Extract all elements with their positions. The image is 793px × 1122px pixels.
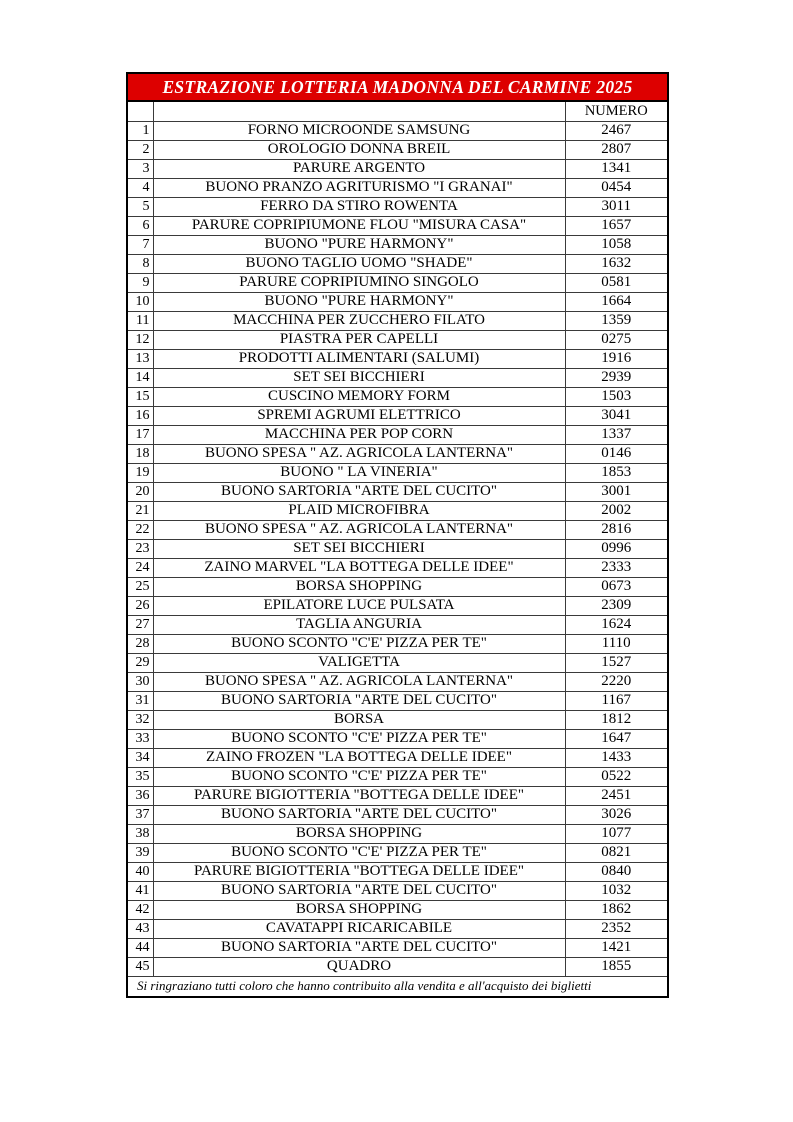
prize-name: BUONO SARTORIA "ARTE DEL CUCITO" (153, 482, 565, 501)
ticket-number: 2451 (565, 786, 668, 805)
prize-name: BUONO SCONTO "C'E' PIZZA PER TE" (153, 767, 565, 786)
table-row (127, 368, 668, 387)
prize-name: SPREMI AGRUMI ELETTRICO (153, 406, 565, 425)
prize-name: BUONO " LA VINERIA" (153, 463, 565, 482)
row-number: 29 (127, 653, 153, 672)
prize-name: EPILATORE LUCE PULSATA (153, 596, 565, 615)
prize-name: OROLOGIO DONNA BREIL (153, 140, 565, 159)
row-number: 22 (127, 520, 153, 539)
table-row (127, 406, 668, 425)
table-row (127, 501, 668, 520)
ticket-number: 0996 (565, 539, 668, 558)
ticket-number: 3041 (565, 406, 668, 425)
ticket-number: 2467 (565, 121, 668, 140)
prize-name: QUADRO (153, 957, 565, 976)
ticket-number: 1853 (565, 463, 668, 482)
row-number: 3 (127, 159, 153, 178)
header-cell-prize (153, 101, 565, 121)
prize-name: ZAINO MARVEL "LA BOTTEGA DELLE IDEE" (153, 558, 565, 577)
table-row (127, 216, 668, 235)
table-row (127, 596, 668, 615)
ticket-number: 1527 (565, 653, 668, 672)
table-row (127, 140, 668, 159)
prize-name: BUONO "PURE HARMONY" (153, 235, 565, 254)
row-number: 40 (127, 862, 153, 881)
row-number: 31 (127, 691, 153, 710)
table-row (127, 786, 668, 805)
lottery-table (126, 72, 669, 998)
row-number: 12 (127, 330, 153, 349)
prize-name: ZAINO FROZEN "LA BOTTEGA DELLE IDEE" (153, 748, 565, 767)
ticket-number: 1058 (565, 235, 668, 254)
prize-name: BUONO SCONTO "C'E' PIZZA PER TE" (153, 634, 565, 653)
row-number: 28 (127, 634, 153, 653)
ticket-number: 1624 (565, 615, 668, 634)
table-row (127, 349, 668, 368)
prize-name: BORSA SHOPPING (153, 824, 565, 843)
prize-name: PARURE BIGIOTTERIA "BOTTEGA DELLE IDEE" (153, 862, 565, 881)
ticket-number: 1664 (565, 292, 668, 311)
prize-name: BUONO SARTORIA "ARTE DEL CUCITO" (153, 938, 565, 957)
prize-name: BORSA SHOPPING (153, 900, 565, 919)
prize-name: PRODOTTI ALIMENTARI (SALUMI) (153, 349, 565, 368)
ticket-number: 3011 (565, 197, 668, 216)
row-number: 17 (127, 425, 153, 444)
table-row (127, 653, 668, 672)
ticket-number: 0522 (565, 767, 668, 786)
row-number: 26 (127, 596, 153, 615)
prize-name: SET SEI BICCHIERI (153, 539, 565, 558)
prize-name: BORSA (153, 710, 565, 729)
prize-name: PARURE ARGENTO (153, 159, 565, 178)
ticket-number: 2220 (565, 672, 668, 691)
header-cell-rank (127, 101, 153, 121)
prize-name: BUONO SPESA " AZ. AGRICOLA LANTERNA" (153, 520, 565, 539)
prize-rows (127, 121, 668, 976)
ticket-number: 1632 (565, 254, 668, 273)
ticket-number: 2352 (565, 919, 668, 938)
ticket-number: 2939 (565, 368, 668, 387)
prize-name: PARURE BIGIOTTERIA "BOTTEGA DELLE IDEE" (153, 786, 565, 805)
prize-name: VALIGETTA (153, 653, 565, 672)
table-row (127, 444, 668, 463)
row-number: 30 (127, 672, 153, 691)
table-row (127, 900, 668, 919)
ticket-number: 1032 (565, 881, 668, 900)
prize-name: SET SEI BICCHIERI (153, 368, 565, 387)
ticket-number: 1855 (565, 957, 668, 976)
row-number: 24 (127, 558, 153, 577)
table-row (127, 197, 668, 216)
prize-name: BUONO SPESA " AZ. AGRICOLA LANTERNA" (153, 444, 565, 463)
ticket-number: 0454 (565, 178, 668, 197)
prize-name: CAVATAPPI RICARICABILE (153, 919, 565, 938)
ticket-number: 1110 (565, 634, 668, 653)
table-row (127, 824, 668, 843)
row-number: 14 (127, 368, 153, 387)
row-number: 45 (127, 957, 153, 976)
row-number: 34 (127, 748, 153, 767)
footer-row (127, 976, 668, 997)
table-row (127, 919, 668, 938)
ticket-number: 0581 (565, 273, 668, 292)
row-number: 1 (127, 121, 153, 140)
table-row (127, 520, 668, 539)
ticket-number: 2309 (565, 596, 668, 615)
table-row (127, 463, 668, 482)
prize-name: BUONO SCONTO "C'E' PIZZA PER TE" (153, 843, 565, 862)
table-row (127, 881, 668, 900)
prize-name: PARURE COPRIPIUMINO SINGOLO (153, 273, 565, 292)
row-number: 35 (127, 767, 153, 786)
row-number: 23 (127, 539, 153, 558)
row-number: 15 (127, 387, 153, 406)
ticket-number: 1503 (565, 387, 668, 406)
row-number: 39 (127, 843, 153, 862)
ticket-number: 1341 (565, 159, 668, 178)
column-header-row (127, 101, 668, 121)
ticket-number: 0821 (565, 843, 668, 862)
ticket-number: 0673 (565, 577, 668, 596)
table-row (127, 862, 668, 881)
prize-name: BORSA SHOPPING (153, 577, 565, 596)
table-row (127, 425, 668, 444)
table-row (127, 121, 668, 140)
header-cell-numero: NUMERO (565, 101, 668, 121)
prize-name: BUONO TAGLIO UOMO "SHADE" (153, 254, 565, 273)
row-number: 20 (127, 482, 153, 501)
table-row (127, 710, 668, 729)
ticket-number: 1433 (565, 748, 668, 767)
row-number: 9 (127, 273, 153, 292)
table-row (127, 254, 668, 273)
table-row (127, 178, 668, 197)
row-number: 7 (127, 235, 153, 254)
row-number: 44 (127, 938, 153, 957)
ticket-number: 2816 (565, 520, 668, 539)
row-number: 42 (127, 900, 153, 919)
prize-name: FERRO DA STIRO ROWENTA (153, 197, 565, 216)
prize-name: CUSCINO MEMORY FORM (153, 387, 565, 406)
table-row (127, 729, 668, 748)
ticket-number: 2333 (565, 558, 668, 577)
ticket-number: 1077 (565, 824, 668, 843)
row-number: 10 (127, 292, 153, 311)
prize-name: PLAID MICROFIBRA (153, 501, 565, 520)
table-row (127, 482, 668, 501)
prize-name: BUONO SCONTO "C'E' PIZZA PER TE" (153, 729, 565, 748)
row-number: 27 (127, 615, 153, 634)
ticket-number: 2002 (565, 501, 668, 520)
prize-name: BUONO "PURE HARMONY" (153, 292, 565, 311)
row-number: 5 (127, 197, 153, 216)
row-number: 32 (127, 710, 153, 729)
ticket-number: 1657 (565, 216, 668, 235)
prize-name: BUONO SARTORIA "ARTE DEL CUCITO" (153, 691, 565, 710)
table-row (127, 577, 668, 596)
ticket-number: 3001 (565, 482, 668, 501)
table-row (127, 938, 668, 957)
table-row (127, 767, 668, 786)
ticket-number: 0146 (565, 444, 668, 463)
ticket-number: 1812 (565, 710, 668, 729)
prize-name: PIASTRA PER CAPELLI (153, 330, 565, 349)
table-row (127, 539, 668, 558)
prize-name: FORNO MICROONDE SAMSUNG (153, 121, 565, 140)
prize-name: BUONO SARTORIA "ARTE DEL CUCITO" (153, 805, 565, 824)
ticket-number: 1647 (565, 729, 668, 748)
prize-name: BUONO PRANZO AGRITURISMO "I GRANAI" (153, 178, 565, 197)
table-row (127, 292, 668, 311)
row-number: 38 (127, 824, 153, 843)
row-number: 18 (127, 444, 153, 463)
table-row (127, 159, 668, 178)
table-row (127, 235, 668, 254)
row-number: 2 (127, 140, 153, 159)
prize-name: PARURE COPRIPIUMONE FLOU "MISURA CASA" (153, 216, 565, 235)
ticket-number: 2807 (565, 140, 668, 159)
row-number: 36 (127, 786, 153, 805)
ticket-number: 3026 (565, 805, 668, 824)
table-row (127, 843, 668, 862)
prize-name: MACCHINA PER POP CORN (153, 425, 565, 444)
footer-note: Si ringraziano tutti coloro che hanno contribuito alla vendita e all'acquisto dei biglietti (127, 976, 668, 997)
prize-name: TAGLIA ANGURIA (153, 615, 565, 634)
prize-name: MACCHINA PER ZUCCHERO FILATO (153, 311, 565, 330)
row-number: 8 (127, 254, 153, 273)
prize-name: BUONO SARTORIA "ARTE DEL CUCITO" (153, 881, 565, 900)
row-number: 33 (127, 729, 153, 748)
row-number: 4 (127, 178, 153, 197)
ticket-number: 1337 (565, 425, 668, 444)
table-row (127, 691, 668, 710)
ticket-number: 0840 (565, 862, 668, 881)
row-number: 13 (127, 349, 153, 368)
table-row (127, 957, 668, 976)
row-number: 6 (127, 216, 153, 235)
row-number: 16 (127, 406, 153, 425)
row-number: 21 (127, 501, 153, 520)
table-row (127, 273, 668, 292)
table-row (127, 748, 668, 767)
ticket-number: 0275 (565, 330, 668, 349)
table-row (127, 330, 668, 349)
row-number: 19 (127, 463, 153, 482)
row-number: 37 (127, 805, 153, 824)
ticket-number: 1359 (565, 311, 668, 330)
row-number: 11 (127, 311, 153, 330)
title-row (127, 73, 668, 101)
table-row (127, 387, 668, 406)
table-row (127, 558, 668, 577)
row-number: 25 (127, 577, 153, 596)
row-number: 41 (127, 881, 153, 900)
prize-name: BUONO SPESA " AZ. AGRICOLA LANTERNA" (153, 672, 565, 691)
ticket-number: 1421 (565, 938, 668, 957)
table-row (127, 615, 668, 634)
page-title: ESTRAZIONE LOTTERIA MADONNA DEL CARMINE 2025 (127, 73, 668, 101)
ticket-number: 1916 (565, 349, 668, 368)
ticket-number: 1167 (565, 691, 668, 710)
table-row (127, 634, 668, 653)
row-number: 43 (127, 919, 153, 938)
table-row (127, 672, 668, 691)
table-row (127, 805, 668, 824)
ticket-number: 1862 (565, 900, 668, 919)
table-row (127, 311, 668, 330)
